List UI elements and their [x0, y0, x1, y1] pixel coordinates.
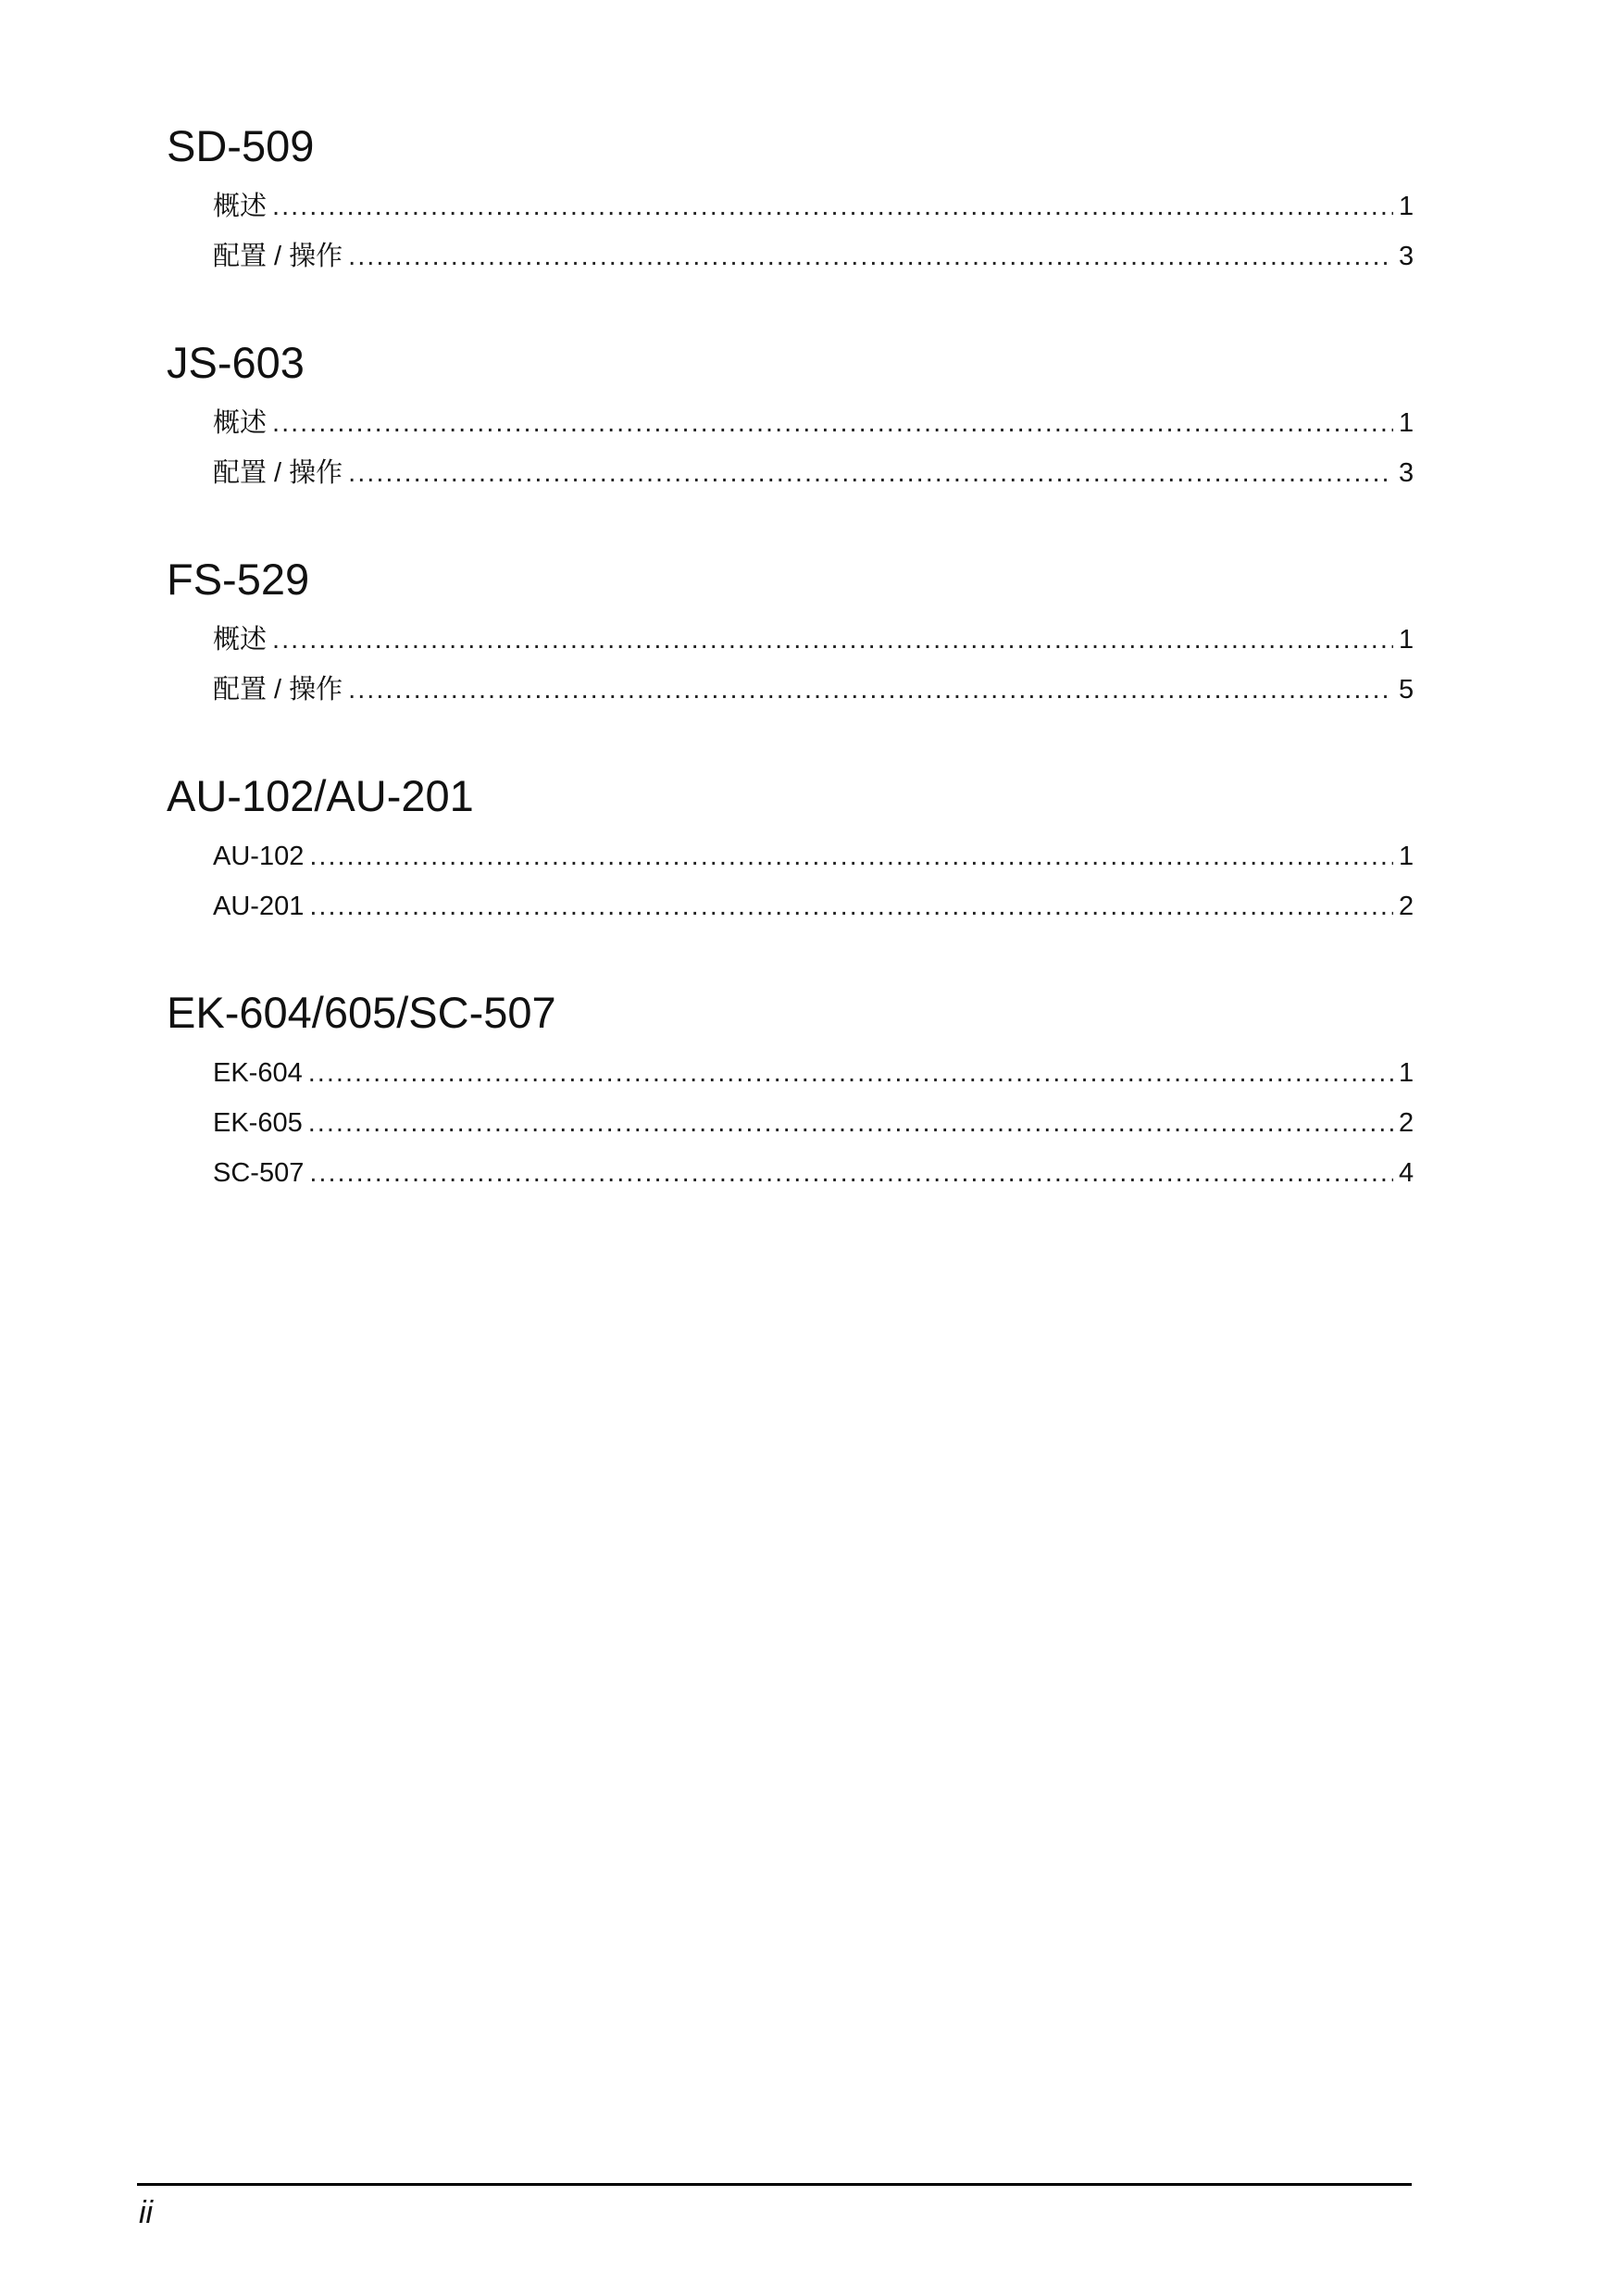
- dot-leader: [309, 831, 1393, 881]
- section-title: AU-102/AU-201: [167, 771, 474, 820]
- section-title: JS-603: [167, 338, 305, 387]
- toc-entry[interactable]: [213, 231, 1412, 281]
- dot-leader: [272, 181, 1393, 231]
- entry-label: 配置 / 操作: [213, 242, 343, 271]
- entry-page-number: 1: [1399, 1058, 1414, 1088]
- section-title: EK-604/605/SC-507: [167, 988, 556, 1037]
- entry-page-number: 3: [1399, 458, 1414, 488]
- toc-entry[interactable]: [213, 398, 1412, 448]
- dot-leader: [348, 231, 1393, 281]
- entry-page-number: 1: [1399, 408, 1414, 438]
- entry-label: SC-507: [213, 1158, 305, 1188]
- entry-label: 配置 / 操作: [213, 458, 343, 488]
- toc-entry[interactable]: [213, 1148, 1412, 1198]
- toc-entry[interactable]: [213, 615, 1412, 665]
- toc-entry[interactable]: [213, 181, 1412, 231]
- entry-page-number: 1: [1399, 842, 1414, 871]
- dot-leader: [348, 665, 1393, 715]
- entry-page-number: 1: [1399, 192, 1414, 221]
- entry-page-number: 2: [1399, 1108, 1414, 1138]
- dot-leader: [308, 1048, 1393, 1098]
- entry-page-number: 1: [1399, 625, 1414, 655]
- section-title: FS-529: [167, 555, 310, 604]
- entry-label: EK-604: [213, 1058, 303, 1088]
- toc-section-js-603: [167, 335, 1412, 498]
- section-title: SD-509: [167, 121, 315, 170]
- toc-entry[interactable]: [213, 665, 1412, 715]
- entry-page-number: 5: [1399, 675, 1414, 705]
- footer-rule: [137, 2183, 1412, 2186]
- entry-page-number: 4: [1399, 1158, 1414, 1188]
- entry-page-number: 3: [1399, 242, 1414, 271]
- entry-label: 概述: [213, 625, 268, 655]
- entry-label: AU-201: [213, 892, 305, 921]
- entry-label: AU-102: [213, 842, 305, 871]
- toc-entry[interactable]: [213, 881, 1412, 931]
- dot-leader: [348, 448, 1393, 498]
- toc-entry[interactable]: [213, 1098, 1412, 1148]
- dot-leader: [308, 1098, 1393, 1148]
- toc-section-ek-604-605-sc-507: [167, 985, 1412, 1198]
- entry-label: 概述: [213, 192, 268, 221]
- dot-leader: [309, 1148, 1393, 1198]
- entry-label: EK-605: [213, 1108, 303, 1138]
- entry-page-number: 2: [1399, 892, 1414, 921]
- page-number: ii: [139, 2195, 154, 2230]
- toc-entry[interactable]: [213, 448, 1412, 498]
- entry-label: 配置 / 操作: [213, 675, 343, 705]
- entry-label: 概述: [213, 408, 268, 438]
- dot-leader: [272, 398, 1393, 448]
- toc-entry[interactable]: [213, 1048, 1412, 1098]
- toc-entry[interactable]: [213, 831, 1412, 881]
- toc-section-fs-529: [167, 552, 1412, 715]
- toc-section-au-102-au-201: [167, 768, 1412, 931]
- dot-leader: [309, 881, 1393, 931]
- toc-section-sd-509: [167, 119, 1412, 281]
- table-of-contents: [167, 119, 1412, 1252]
- dot-leader: [272, 615, 1393, 665]
